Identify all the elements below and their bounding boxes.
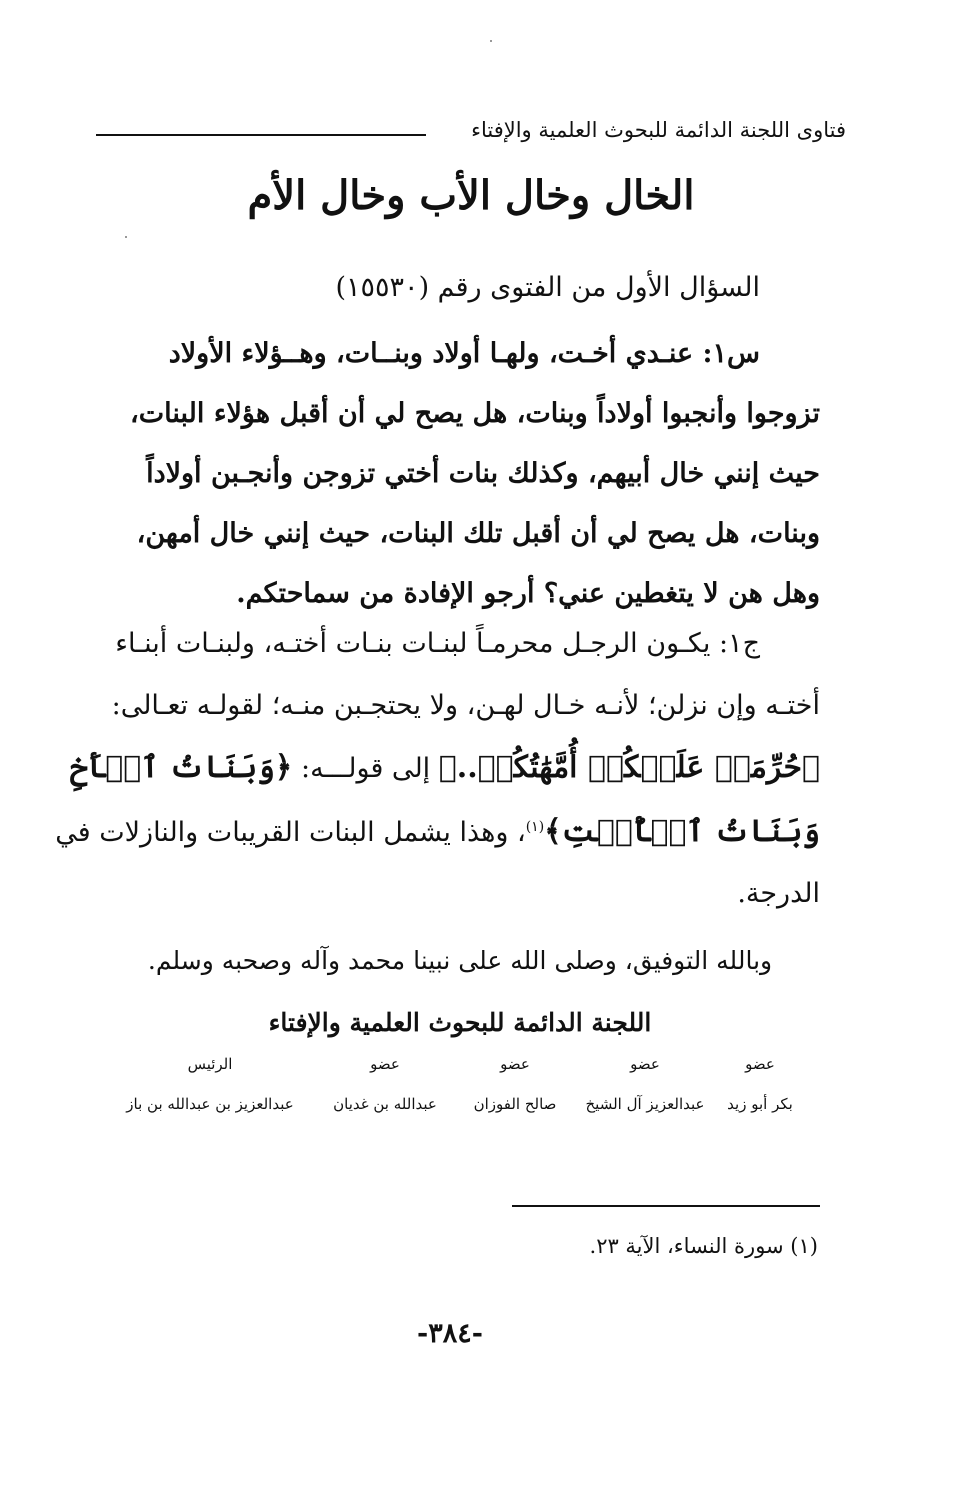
- signatory: [460, 1055, 570, 1113]
- question-line: تزوجوا وأنجبوا أولاداً وبنات، هل يصح لي أن أقبل هؤلاء البنات،: [130, 398, 820, 429]
- signatory-role: عضو: [745, 1055, 775, 1073]
- signatory-name: صالح الفوزان: [473, 1095, 557, 1113]
- signatory-role: عضو: [370, 1055, 400, 1073]
- running-header-title: فتاوى اللجنة الدائمة للبحوث العلمية والإفتاء: [471, 118, 846, 142]
- signatory: [710, 1055, 810, 1113]
- footnote: (١) سورة النساء، الآية ٢٣.: [589, 1234, 818, 1258]
- scan-speck: [490, 40, 492, 42]
- answer-line: الدرجة.: [737, 878, 820, 909]
- footnote-ref: (١): [525, 819, 545, 835]
- signatory-role: الرئيس: [187, 1055, 233, 1073]
- answer-line-quran: [70, 750, 820, 785]
- answer-line: أختـه وإن نزلن؛ لأنـه خـال لهـن، ولا يحتجـبن منـه؛ لقولـه تعـالى:: [111, 690, 820, 721]
- quran-verse: وَبَنَاتُ ٱلۡأُخۡتِ﴾: [544, 814, 820, 849]
- signatory: [580, 1055, 710, 1113]
- page-number: -٣٨٤-: [417, 1318, 483, 1349]
- signatures: [110, 1055, 810, 1125]
- page-title: الخال وخال الأب وخال الأم: [247, 172, 695, 219]
- header-rule: [96, 134, 426, 136]
- question-line: وبنات، هل يصح لي أن أقبل تلك البنات، حيث إنني خال أمهن،: [136, 518, 820, 549]
- question-line: حيث إنني خال أبيهم، وكذلك بنات أختي تزوجن وأنجـبن أولاداً: [146, 458, 820, 489]
- answer-text: إلى قولـــه:: [300, 753, 431, 784]
- scan-speck: [125, 236, 127, 238]
- question-block: [100, 338, 820, 618]
- answer-text: ، وهذا يشمل البنات القريبات والنازلات في: [55, 817, 526, 848]
- signatory-name: عبدالعزيز آل الشيخ: [585, 1095, 705, 1113]
- footnote-rule: [512, 1205, 820, 1207]
- question-line: س١: عنـدي أخـت، ولهـا أولاد وبنــات، وهــؤلاء الأولاد: [168, 338, 760, 369]
- committee-name: اللجنة الدائمة للبحوث العلمية والإفتاء: [268, 1008, 652, 1037]
- answer-line-quran: [55, 814, 820, 849]
- signatory: [115, 1055, 305, 1113]
- question-line: وهل هن لا يتغطين عني؟ أرجو الإفادة من سماحتكم.: [236, 578, 820, 609]
- running-header: [96, 118, 846, 152]
- answer-line: ج١: يكـون الرجـل محرمـاً لبنـات بنـات أختـه، ولبنـات أبنـاء: [115, 628, 760, 659]
- quran-verse: ﴿وَبَنَاتُ ٱلۡأَخِ: [70, 750, 293, 785]
- signatory-role: عضو: [500, 1055, 530, 1073]
- fatwa-number: [100, 272, 820, 312]
- fatwa-number-text: السؤال الأول من الفتوى رقم (١٥٥٣٠): [335, 272, 760, 303]
- signatory-name: بكر أبو زيد: [727, 1095, 793, 1113]
- closing-prayer: وبالله التوفيق، وصلى الله على نبينا محمد وآله وصحبه وسلم.: [147, 946, 773, 975]
- signatory: [320, 1055, 450, 1113]
- quran-verse: ﴿حُرِّمَتۡ عَلَيۡكُمۡ أُمَّهَٰتُكُمۡ..﴾: [438, 750, 820, 785]
- signatory-name: عبدالله بن غديان: [333, 1095, 437, 1113]
- answer-block: [55, 628, 820, 928]
- signatory-role: عضو: [630, 1055, 660, 1073]
- signatory-name: عبدالعزيز بن عبدالله بن باز: [126, 1095, 294, 1113]
